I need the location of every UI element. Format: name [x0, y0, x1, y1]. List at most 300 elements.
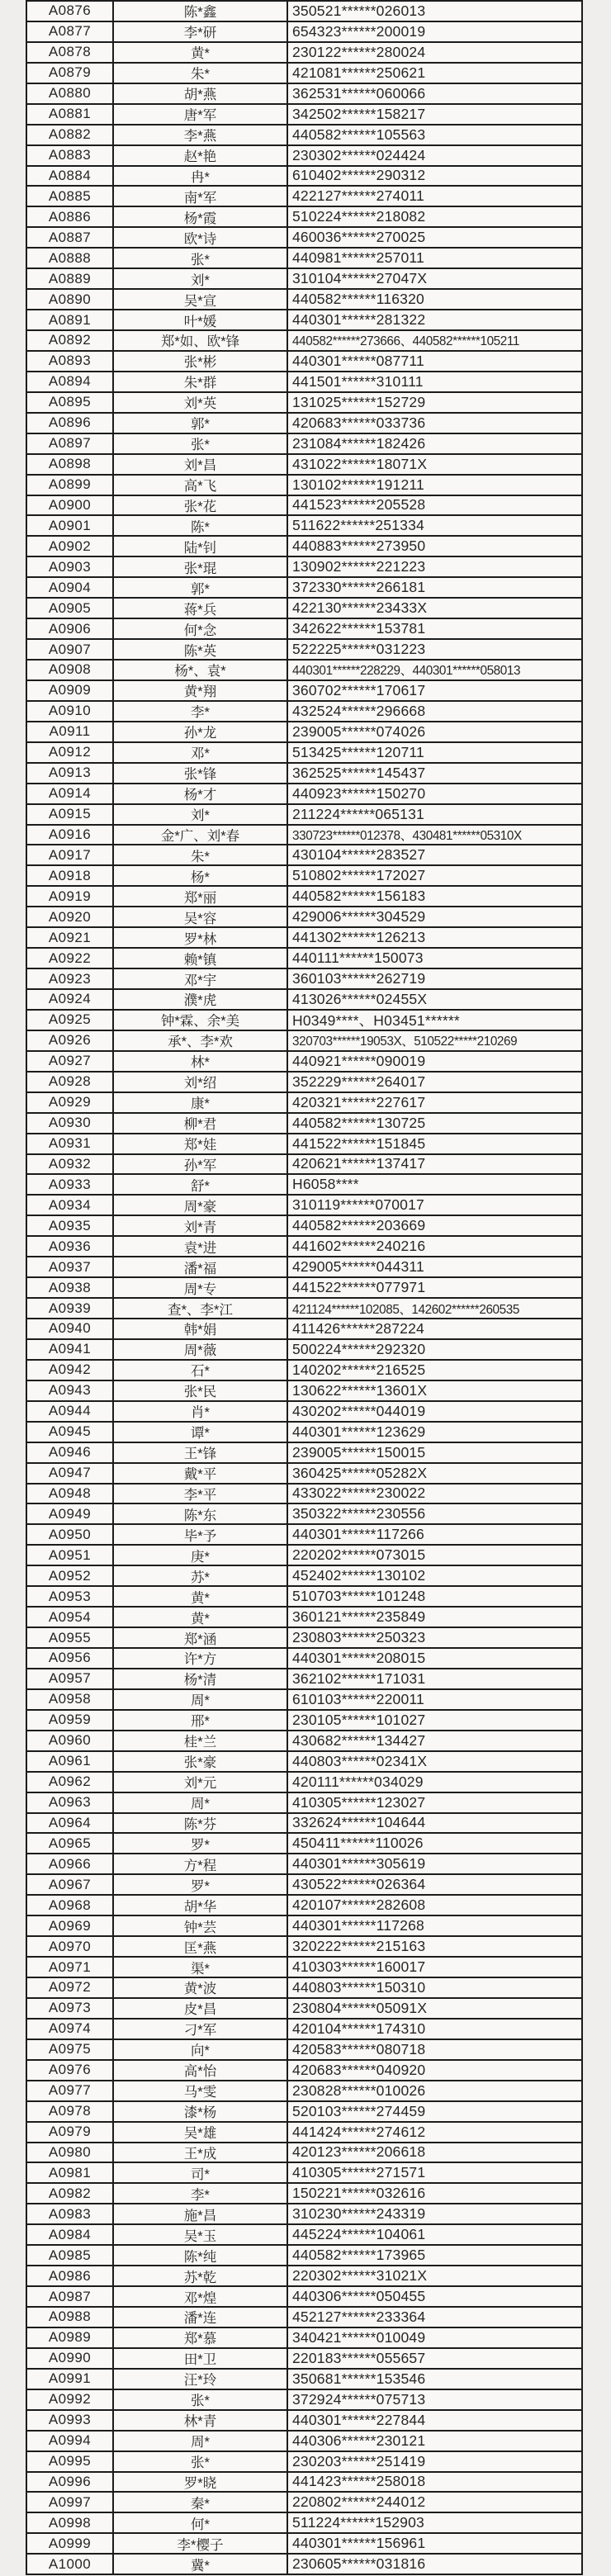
row-id-cell: A0918: [27, 866, 114, 885]
table-row: [27, 62, 581, 83]
row-name-cell: 舒*: [114, 1175, 288, 1194]
row-id-number-cell: 513425******120711: [292, 743, 424, 760]
row-id-cell: A0991: [27, 2370, 114, 2389]
row-id-number-cell: 440582******130725: [292, 1114, 426, 1131]
row-id-number-cell: 430202******044019: [292, 1402, 426, 1419]
table-row: [27, 2532, 581, 2553]
row-id-cell: A0968: [27, 1896, 114, 1915]
table-row: [27, 1235, 581, 1256]
row-id-cell: A0944: [27, 1402, 114, 1421]
table-row: [27, 1442, 581, 1462]
row-name-cell: 匡*燕: [114, 1937, 288, 1956]
row-id-cell: A0917: [27, 845, 114, 864]
row-id-number-cell: 360103******262719: [292, 970, 426, 987]
row-id-cell: A0981: [27, 2163, 114, 2182]
row-id-cell: A0902: [27, 537, 114, 556]
row-name-cell: 方*程: [114, 1854, 288, 1873]
row-name-cell: 欧*诗: [114, 228, 288, 247]
row-id-number-cell: 350521******026013: [292, 2, 426, 19]
row-id-cell: A0877: [27, 22, 114, 41]
row-id-number-cell: 330723******012378、430481******05310X: [292, 828, 522, 843]
table-row: [27, 556, 581, 576]
row-id-number-cell: 441423******258018: [292, 2473, 426, 2490]
row-id-cell: A0994: [27, 2432, 114, 2451]
row-name-cell: 石*: [114, 1361, 288, 1380]
row-id-cell: A0978: [27, 2102, 114, 2121]
row-id-cell: A0967: [27, 1875, 114, 1894]
row-id-cell: A0961: [27, 1752, 114, 1771]
row-id-cell: A0903: [27, 557, 114, 576]
table-row: [27, 1565, 581, 1585]
row-id-number-cell: 441522******077971: [292, 1279, 426, 1296]
row-name-cell: 张*豪: [114, 1752, 288, 1771]
table-row: [27, 2121, 581, 2142]
row-id-cell: A0987: [27, 2287, 114, 2306]
row-name-cell: 郑*涵: [114, 1628, 288, 1647]
table-row: [27, 700, 581, 721]
row-id-number-cell: 452127******233364: [292, 2308, 426, 2325]
row-id-number-cell: 410303******160017: [292, 1958, 426, 1976]
row-id-number-cell: 421081******250621: [292, 64, 426, 81]
row-name-cell: 皮*昌: [114, 1999, 288, 2018]
table-row: [27, 2553, 581, 2574]
row-name-cell: 黄*波: [114, 1978, 288, 1997]
table-row: [27, 1318, 581, 1338]
row-id-cell: A0897: [27, 434, 114, 453]
row-name-cell: 吴*宣: [114, 290, 288, 309]
row-name-cell: 高*飞: [114, 476, 288, 495]
row-id-cell: A0908: [27, 661, 114, 680]
table-row: [27, 268, 581, 288]
row-name-cell: 庚*: [114, 1546, 288, 1565]
table-row: [27, 226, 581, 247]
row-id-number-cell: 420111******034029: [292, 1773, 424, 1790]
row-name-cell: 刘*: [114, 269, 288, 288]
row-name-cell: 毕*予: [114, 1525, 288, 1544]
row-name-cell: 周*豪: [114, 1196, 288, 1215]
table-row: [27, 2142, 581, 2162]
table-row: [27, 1133, 581, 1153]
row-id-number-cell: 130622******13601X: [292, 1381, 428, 1399]
row-name-cell: 周*: [114, 1690, 288, 1709]
row-name-cell: 王*成: [114, 2143, 288, 2162]
row-id-number-cell: 420107******282608: [292, 1896, 426, 1914]
row-id-number-cell: 220202******073015: [292, 1546, 426, 1564]
row-id-cell: A0946: [27, 1443, 114, 1462]
table-row: [27, 2512, 581, 2532]
table-row: [27, 906, 581, 926]
row-name-cell: 陈*鑫: [114, 2, 288, 21]
row-name-cell: 司*: [114, 2163, 288, 2182]
row-id-cell: A0948: [27, 1485, 114, 1503]
row-id-number-cell: 350322******230556: [292, 1505, 426, 1522]
row-id-number-cell: 510703******101248: [292, 1588, 426, 1605]
row-name-cell: 李*: [114, 702, 288, 721]
row-name-cell: 杨*霞: [114, 207, 288, 226]
row-name-cell: 邢*: [114, 1711, 288, 1730]
table-row: [27, 1627, 581, 1647]
row-id-number-cell: 230605******031816: [292, 2555, 426, 2573]
table-row: [27, 1276, 581, 1297]
row-id-cell: A0888: [27, 249, 114, 268]
row-name-cell: 查*、李*江: [114, 1299, 288, 1318]
row-id-cell: A0879: [27, 64, 114, 83]
table-row: [27, 83, 581, 103]
row-name-cell: 潘*福: [114, 1257, 288, 1276]
row-name-cell: 蒋*兵: [114, 599, 288, 618]
row-name-cell: 向*: [114, 2040, 288, 2059]
row-id-number-cell: 441302******126213: [292, 929, 426, 946]
row-id-number-cell: 440301******123629: [292, 1423, 426, 1440]
row-id-number-cell: 440883******273950: [292, 537, 426, 555]
row-id-cell: A0963: [27, 1793, 114, 1812]
row-name-cell: 韩*娟: [114, 1319, 288, 1338]
row-name-cell: 罗*晓: [114, 2473, 288, 2492]
row-id-cell: A0925: [27, 1011, 114, 1030]
row-id-number-cell: 310230******243319: [292, 2205, 426, 2223]
row-id-number-cell: 231084******182426: [292, 434, 426, 452]
row-id-cell: A0889: [27, 269, 114, 288]
row-name-cell: 刘*英: [114, 393, 288, 412]
table-row: [27, 1853, 581, 1873]
row-id-cell: A0992: [27, 2390, 114, 2409]
row-name-cell: 陈*东: [114, 1504, 288, 1523]
table-row: [27, 1153, 581, 1174]
row-id-number-cell: 500224******292320: [292, 1340, 426, 1357]
row-id-cell: A0911: [27, 722, 114, 741]
row-id-number-cell: 510224******218082: [292, 208, 426, 225]
row-id-cell: A0976: [27, 2061, 114, 2080]
table-row: [27, 391, 581, 412]
row-id-number-cell: 421124******102085、142602******260535: [292, 1302, 519, 1317]
row-id-number-cell: 440582******156183: [292, 888, 426, 905]
row-id-cell: A0999: [27, 2534, 114, 2553]
row-id-cell: A0921: [27, 928, 114, 947]
row-id-number-cell: 360702******170617: [292, 681, 426, 698]
row-id-cell: A0900: [27, 496, 114, 515]
table-row: [27, 1585, 581, 1606]
row-id-cell: A0975: [27, 2040, 114, 2059]
row-id-cell: A0899: [27, 476, 114, 495]
row-name-cell: 张*彬: [114, 352, 288, 371]
table-row: [27, 1523, 581, 1544]
table-row: [27, 1483, 581, 1503]
row-id-number-cell: 440306******050455: [292, 2288, 426, 2305]
row-id-number-cell: 211224******065131: [292, 805, 424, 822]
row-name-cell: 柳*君: [114, 1114, 288, 1133]
row-id-cell: A0938: [27, 1278, 114, 1297]
table-row: [27, 1730, 581, 1750]
row-id-number-cell: 610402******290312: [292, 167, 426, 184]
row-name-cell: 朱*群: [114, 372, 288, 391]
row-id-number-cell: 420104******174310: [292, 2020, 426, 2037]
row-id-cell: A0941: [27, 1340, 114, 1359]
row-name-cell: 施*昌: [114, 2204, 288, 2223]
row-name-cell: 漆*杨: [114, 2102, 288, 2121]
row-name-cell: 杨*、袁*: [114, 661, 288, 680]
row-id-cell: A0937: [27, 1257, 114, 1276]
table-row: [27, 2, 581, 21]
row-id-number-cell: 239005******150015: [292, 1443, 426, 1461]
row-id-cell: A0927: [27, 1052, 114, 1071]
row-id-number-cell: 220802******244012: [292, 2493, 426, 2511]
row-id-number-cell: 440981******257011: [292, 249, 424, 267]
table-row: [27, 1462, 581, 1483]
row-id-number-cell: 429005******044311: [292, 1258, 424, 1276]
row-id-cell: A0943: [27, 1381, 114, 1400]
row-id-number-cell: 511622******251334: [292, 517, 424, 534]
row-id-number-cell: 420321******227617: [292, 1093, 426, 1110]
row-id-number-cell: 130902******221223: [292, 558, 426, 575]
row-id-number-cell: 440111******150073: [292, 949, 424, 967]
row-id-number-cell: 430682******134427: [292, 1731, 426, 1749]
row-id-number-cell: 230828******010026: [292, 2081, 426, 2099]
row-id-number-cell: 432524******296668: [292, 702, 426, 719]
row-name-cell: 林*: [114, 1052, 288, 1071]
row-name-cell: 陈*英: [114, 640, 288, 659]
table-row: [27, 288, 581, 309]
row-name-cell: 杨*才: [114, 784, 288, 803]
row-id-cell: A0998: [27, 2513, 114, 2532]
row-id-cell: A0957: [27, 1669, 114, 1688]
row-id-number-cell: 372924******075713: [292, 2390, 426, 2408]
table-row: [27, 2285, 581, 2306]
row-id-cell: A0958: [27, 1690, 114, 1709]
row-id-cell: A0895: [27, 393, 114, 412]
row-id-cell: A0977: [27, 2081, 114, 2100]
row-id-cell: A0923: [27, 969, 114, 988]
table-row: [27, 1771, 581, 1792]
table-row: [27, 968, 581, 988]
row-name-cell: 李*燕: [114, 125, 288, 144]
row-id-cell: A0901: [27, 516, 114, 535]
row-name-cell: 陆*钊: [114, 537, 288, 556]
row-id-cell: A0979: [27, 2123, 114, 2142]
row-id-number-cell: 320222******215163: [292, 1938, 426, 1955]
row-name-cell: 刁*军: [114, 2020, 288, 2039]
row-id-number-cell: 520103******274459: [292, 2102, 426, 2119]
row-name-cell: 刘*青: [114, 1216, 288, 1235]
row-id-cell: A0906: [27, 619, 114, 638]
row-id-number-cell: 440582******105563: [292, 125, 426, 143]
row-name-cell: 杨*: [114, 866, 288, 885]
row-id-number-cell: 310119******070017: [292, 1196, 424, 1214]
row-id-cell: A0896: [27, 414, 114, 433]
table-row: [27, 659, 581, 680]
row-id-number-cell: 140202******216525: [292, 1361, 426, 1378]
row-id-cell: A0947: [27, 1464, 114, 1483]
table-row: [27, 803, 581, 824]
row-id-cell: A0883: [27, 146, 114, 165]
row-id-number-cell: 410305******271571: [292, 2164, 426, 2181]
row-id-cell: A0905: [27, 599, 114, 618]
row-id-cell: A0993: [27, 2411, 114, 2430]
row-name-cell: 周*薇: [114, 1340, 288, 1359]
row-name-cell: 戴*平: [114, 1464, 288, 1483]
row-name-cell: 秦*: [114, 2493, 288, 2512]
table-row: [27, 1915, 581, 1935]
row-name-cell: 黄*翔: [114, 681, 288, 700]
table-row: [27, 783, 581, 803]
row-id-number-cell: 460036******270025: [292, 229, 426, 246]
row-id-cell: A0926: [27, 1031, 114, 1050]
table-row: [27, 247, 581, 268]
row-id-number-cell: 511224******152903: [292, 2514, 424, 2531]
row-name-cell: 张*民: [114, 1381, 288, 1400]
roster-table: [26, 0, 583, 2575]
row-name-cell: 张*: [114, 434, 288, 453]
row-id-number-cell: 440301******305619: [292, 1855, 426, 1873]
row-id-cell: A0995: [27, 2452, 114, 2471]
row-id-cell: A0953: [27, 1587, 114, 1606]
row-id-cell: A0893: [27, 352, 114, 371]
row-name-cell: 冉*: [114, 167, 288, 186]
table-row: [27, 433, 581, 453]
table-row: [27, 2409, 581, 2430]
row-id-number-cell: 420123******206618: [292, 2143, 426, 2161]
row-name-cell: 郭*: [114, 414, 288, 433]
row-name-cell: 刘*绍: [114, 1073, 288, 1091]
row-name-cell: 周*: [114, 2432, 288, 2451]
row-name-cell: 黄*: [114, 43, 288, 62]
row-name-cell: 吴*容: [114, 907, 288, 926]
table-row: [27, 1647, 581, 1668]
row-id-number-cell: 320703******19053X、510522*****210269: [292, 1035, 518, 1049]
row-id-number-cell: 610103******220011: [292, 1690, 424, 1707]
row-id-number-cell: 510802******172027: [292, 867, 426, 884]
table-row: [27, 1009, 581, 1030]
row-name-cell: 王*锋: [114, 1443, 288, 1462]
row-id-number-cell: 230302******024424: [292, 146, 426, 163]
row-name-cell: 黄*: [114, 1608, 288, 1627]
table-row: [27, 844, 581, 864]
row-id-cell: A0988: [27, 2308, 114, 2327]
table-row: [27, 124, 581, 144]
table-row: [27, 885, 581, 906]
row-id-cell: A0964: [27, 1814, 114, 1833]
row-name-cell: 田*卫: [114, 2349, 288, 2368]
row-name-cell: 唐*军: [114, 105, 288, 124]
row-id-number-cell: 362531******060066: [292, 84, 426, 102]
row-id-cell: A0950: [27, 1525, 114, 1544]
row-id-number-cell: 413026******02455X: [292, 990, 428, 1007]
row-name-cell: 郑*慕: [114, 2328, 288, 2347]
row-id-cell: A0884: [27, 167, 114, 186]
row-id-number-cell: 441501******310111: [292, 372, 424, 390]
table-row: [27, 2306, 581, 2327]
row-id-number-cell: 440921******090019: [292, 1052, 426, 1069]
row-name-cell: 张*锋: [114, 764, 288, 783]
row-name-cell: 刘*元: [114, 1773, 288, 1792]
table-row: [27, 1956, 581, 1977]
row-id-number-cell: 440301******117266: [292, 1526, 424, 1543]
row-id-number-cell: 422127******274011: [292, 187, 424, 205]
row-id-number-cell: 431022******18071X: [292, 455, 428, 472]
row-name-cell: 苏*: [114, 1566, 288, 1585]
table-row: [27, 1173, 581, 1194]
row-id-cell: A0931: [27, 1134, 114, 1153]
row-id-cell: A0952: [27, 1566, 114, 1585]
row-id-cell: A0949: [27, 1504, 114, 1523]
row-name-cell: 张*花: [114, 496, 288, 515]
row-name-cell: 桂*兰: [114, 1731, 288, 1750]
row-id-cell: A0960: [27, 1731, 114, 1750]
row-id-number-cell: 332624******104644: [292, 1814, 426, 1831]
table-row: [27, 2018, 581, 2039]
row-id-number-cell: 420683******040920: [292, 2061, 426, 2078]
row-id-number-cell: 441602******240216: [292, 1238, 426, 1255]
row-id-number-cell: H6058****: [292, 1176, 359, 1193]
table-row: [27, 2039, 581, 2059]
table-row: [27, 21, 581, 41]
row-id-number-cell: 440582******203669: [292, 1217, 426, 1234]
row-id-number-cell: 522225******031223: [292, 641, 426, 658]
row-name-cell: 朱*: [114, 845, 288, 864]
table-row: [27, 1091, 581, 1112]
row-id-number-cell: 440306******230121: [292, 2432, 426, 2449]
table-row: [27, 2100, 581, 2121]
table-row: [27, 206, 581, 226]
table-row: [27, 2182, 581, 2203]
row-id-cell: A0880: [27, 84, 114, 103]
row-id-cell: A0973: [27, 1999, 114, 2018]
row-id-cell: A0954: [27, 1608, 114, 1627]
table-row: [27, 103, 581, 124]
row-id-number-cell: 131025******152729: [292, 393, 426, 410]
row-id-cell: A0929: [27, 1093, 114, 1112]
row-id-cell: A0887: [27, 228, 114, 247]
row-name-cell: 潘*连: [114, 2308, 288, 2327]
row-name-cell: 张*: [114, 2452, 288, 2471]
row-id-cell: A0986: [27, 2266, 114, 2285]
row-id-number-cell: 420583******080718: [292, 2040, 426, 2057]
row-id-number-cell: 239005******074026: [292, 722, 426, 740]
row-id-number-cell: 420621******137417: [292, 1155, 426, 1172]
table-row: [27, 2451, 581, 2471]
row-id-cell: A0940: [27, 1319, 114, 1338]
row-id-cell: A0878: [27, 43, 114, 62]
table-row: [27, 2162, 581, 2182]
row-name-cell: 吴*雄: [114, 2123, 288, 2142]
table-row: [27, 1668, 581, 1688]
row-id-cell: A0928: [27, 1073, 114, 1091]
row-id-cell: A0882: [27, 125, 114, 144]
row-name-cell: 孙*军: [114, 1155, 288, 1174]
row-id-number-cell: 372330******266181: [292, 579, 426, 596]
row-name-cell: 孙*龙: [114, 722, 288, 741]
row-id-number-cell: 440301******156961: [292, 2535, 426, 2552]
row-id-number-cell: 440582******173965: [292, 2247, 426, 2264]
row-id-cell: A0898: [27, 455, 114, 474]
row-id-cell: A0909: [27, 681, 114, 700]
row-name-cell: 邓*: [114, 743, 288, 762]
row-name-cell: 张*: [114, 249, 288, 268]
table-row: [27, 2244, 581, 2265]
row-id-cell: A0891: [27, 310, 114, 329]
row-id-cell: A0989: [27, 2328, 114, 2347]
row-id-cell: A0980: [27, 2143, 114, 2162]
row-name-cell: 郭*: [114, 578, 288, 597]
table-row: [27, 762, 581, 783]
table-row: [27, 2223, 581, 2244]
table-row: [27, 2265, 581, 2285]
row-name-cell: 周*: [114, 1793, 288, 1812]
table-row: [27, 618, 581, 638]
table-row: [27, 350, 581, 371]
row-id-cell: A0945: [27, 1423, 114, 1442]
table-row: [27, 1071, 581, 1091]
table-row: [27, 1297, 581, 1318]
